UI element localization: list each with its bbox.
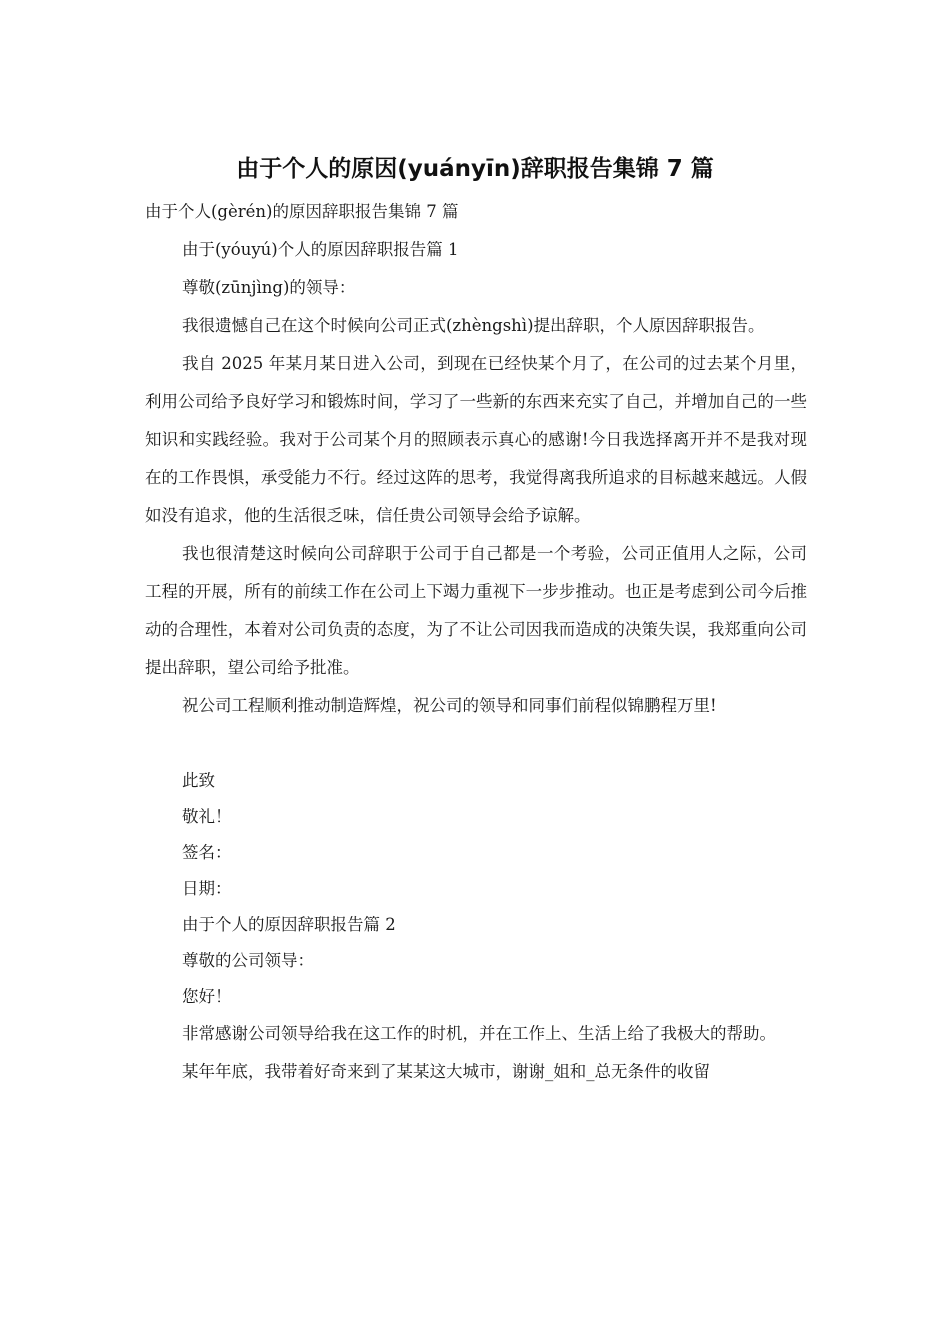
- document-title: 由于个人的原因(yuányīn)辞职报告集锦 7 篇: [236, 156, 714, 182]
- document-body: [145, 193, 807, 1091]
- closing-line-2: 敬礼！: [182, 807, 232, 826]
- signature-line: 签名：: [182, 843, 232, 862]
- date-line: 日期：: [182, 879, 232, 898]
- section-heading-2: 由于个人的原因辞职报告篇 2: [182, 915, 396, 934]
- paragraph-2: 我自 2025 年某月某日进入公司，到现在已经快某个月了，在公司的过去某个月里，利用公司给予良好学习和锻炼时间，学习了一些新的东西来充实了自己，并增加自己的一些知识和实践经验。我对于公司某个月的照顾表示真心的感谢!今日我选择离开并不是我对现在的工作畏惧，承受能力不行。经过这阵的思考，我觉得离我所追求的目标越来越远。人假如没有追求，他的生活很乏味，信任贵公司领导会给予谅解。: [145, 354, 807, 525]
- paragraph-3: 我也很清楚这时候向公司辞职于公司于自己都是一个考验，公司正值用人之际，公司工程的开展，所有的前续工作在公司上下竭力重视下一步步推动。也正是考虑到公司今后推动的合理性，本着对公司负责的态度，为了不让公司因我而造成的决策失误，我郑重向公司提出辞职，望公司给予批准。: [145, 544, 807, 677]
- salutation-1: 尊敬(zūnjìng)的领导：: [182, 278, 356, 297]
- section-heading-1: 由于(yóuyú)个人的原因辞职报告篇 1: [182, 240, 459, 259]
- paragraph-4: 祝公司工程顺利推动制造辉煌，祝公司的领导和同事们前程似锦鹏程万里!: [182, 696, 717, 715]
- paragraph-6: 某年年底，我带着好奇来到了某某这大城市，谢谢_姐和_总无条件的收留: [182, 1062, 710, 1081]
- blank-line: [145, 725, 807, 763]
- salutation-2: 尊敬的公司领导：: [182, 951, 314, 970]
- greeting-2: 您好！: [182, 987, 232, 1006]
- paragraph-5: 非常感谢公司领导给我在这工作的时机，并在工作上、生活上给了我极大的帮助。: [182, 1024, 776, 1043]
- document-subtitle: 由于个人(gèrén)的原因辞职报告集锦 7 篇: [145, 202, 459, 221]
- paragraph-1: 我很遗憾自己在这个时候向公司正式(zhèngshì)提出辞职，个人原因辞职报告。: [182, 316, 765, 335]
- closing-line-1: 此致: [182, 771, 215, 790]
